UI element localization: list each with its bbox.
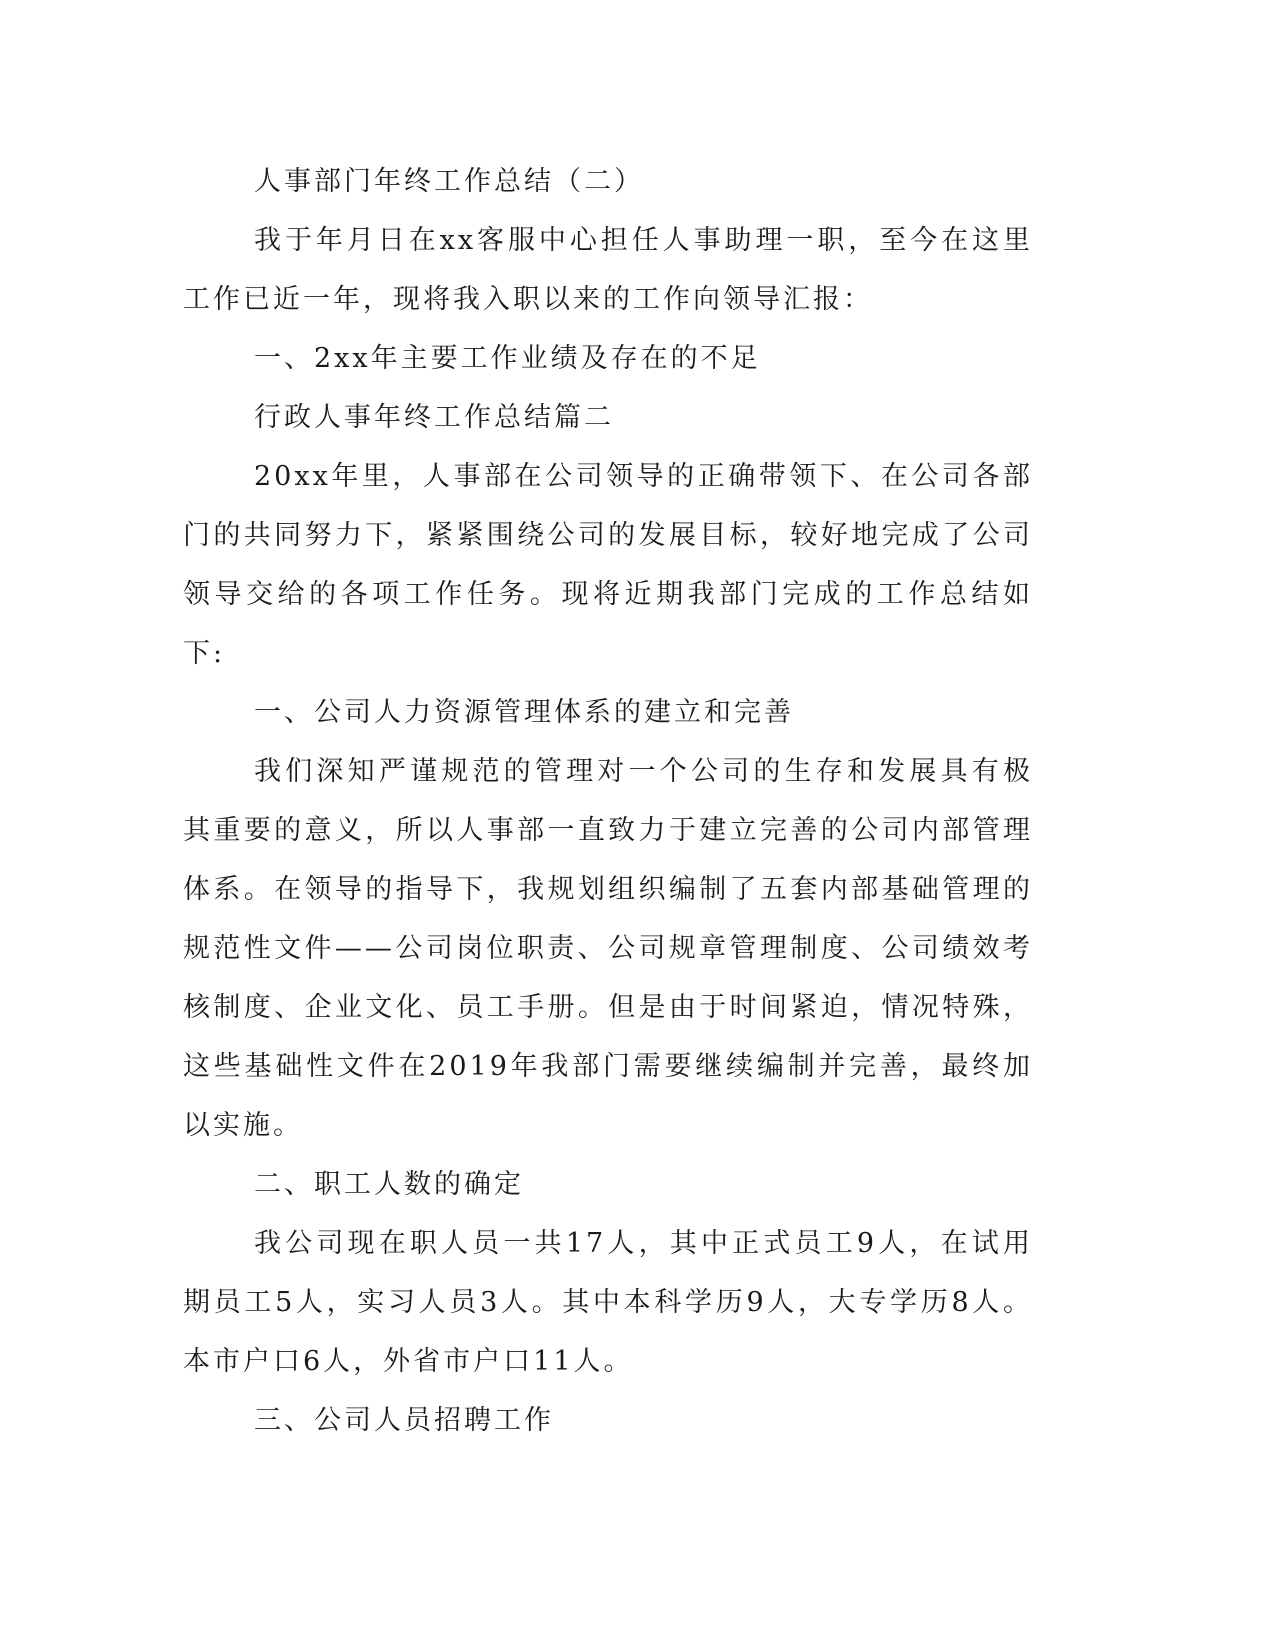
- hr-system-paragraph: 我们深知严谨规范的管理对一个公司的生存和发展具有极其重要的意义，所以人事部一直致力于建立完善的公司内部管理体系。在领导的指导下，我规划组织编制了五套内部基础管理的规范性文件——公司岗位职责、公司规章管理制度、公司绩效考核制度、企业文化、员工手册。但是由于时间紧迫，情况特殊，这些基础性文件在2019年我部门需要继续编制并完善，最终加以实施。: [183, 756, 1033, 1141]
- section-heading-headcount: 二、职工人数的确定: [254, 1169, 524, 1200]
- document-body: [183, 152, 1033, 1450]
- sub-title-part-two: 行政人事年终工作总结篇二: [254, 402, 614, 433]
- headcount-paragraph: 我公司现在职人员一共17人，其中正式员工9人，在试用期员工5人，实习人员3人。其中本科学历9人，大专学历8人。本市户口6人，外省市户口11人。: [183, 1228, 1033, 1377]
- section-heading-performance: 一、2xx年主要工作业绩及存在的不足: [254, 343, 761, 374]
- section-heading-recruitment: 三、公司人员招聘工作: [254, 1405, 554, 1436]
- document-title: 人事部门年终工作总结（二）: [254, 166, 644, 197]
- summary-paragraph: 20xx年里，人事部在公司领导的正确带领下、在公司各部门的共同努力下，紧紧围绕公司的发展目标，较好地完成了公司领导交给的各项工作任务。现将近期我部门完成的工作总结如下:: [183, 461, 1033, 669]
- section-heading-hr-system: 一、公司人力资源管理体系的建立和完善: [254, 697, 794, 728]
- intro-paragraph: 我于年月日在xx客服中心担任人事助理一职，至今在这里工作已近一年，现将我入职以来的工作向领导汇报：: [183, 225, 1033, 315]
